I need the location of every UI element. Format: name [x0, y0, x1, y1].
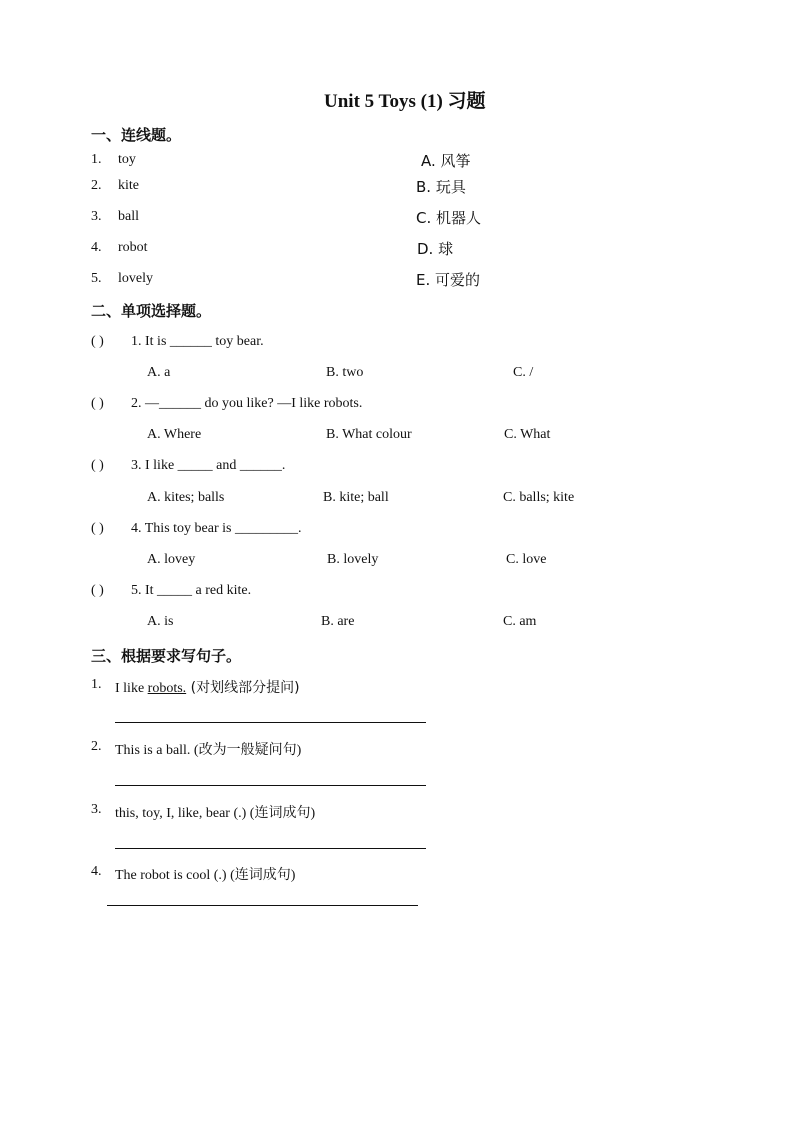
match-num-3: 3. — [91, 209, 102, 224]
answer-blank-4[interactable]: ( ) — [91, 521, 104, 536]
question-5-option-a: A. is — [147, 614, 174, 629]
question-3-option-b: B. kite; ball — [323, 490, 389, 505]
question-4-option-c: C. love — [506, 552, 547, 567]
question-1-stem: 1. It is ______ toy bear. — [131, 334, 264, 349]
section2-heading: 二、单项选择题。 — [91, 302, 212, 320]
match-num-5: 5. — [91, 271, 102, 286]
sentence-num-1: 1. — [91, 677, 102, 692]
question-1-option-b: B. two — [326, 365, 364, 380]
sentence-task-3: this, toy, I, like, bear (.) (连词成句) — [115, 806, 316, 821]
match-option-a: A. 风筝 — [421, 152, 471, 170]
match-option-d: D. 球 — [417, 240, 454, 258]
answer-line-3[interactable] — [115, 848, 426, 849]
question-5-stem: 5. It _____ a red kite. — [131, 583, 252, 598]
sentence-task-2: This is a ball. (改为一般疑问句) — [115, 743, 302, 758]
match-word-3: ball — [118, 209, 139, 224]
match-option-e: E. 可爱的 — [416, 271, 481, 289]
question-4-option-b: B. lovely — [327, 552, 379, 567]
match-word-1: toy — [118, 152, 136, 167]
answer-blank-1[interactable]: ( ) — [91, 334, 104, 349]
question-5-option-b: B. are — [321, 614, 355, 629]
question-3-stem: 3. I like _____ and ______. — [131, 458, 286, 473]
sentence-num-2: 2. — [91, 739, 102, 754]
answer-blank-5[interactable]: ( ) — [91, 583, 104, 598]
answer-blank-2[interactable]: ( ) — [91, 396, 104, 411]
section3-heading: 三、根据要求写句子。 — [91, 647, 242, 665]
sentence-task-4: The robot is cool (.) (连词成句) — [115, 868, 296, 883]
sentence-task-1-prefix: I like — [115, 681, 148, 696]
match-num-4: 4. — [91, 240, 102, 255]
section1-heading: 一、连线题。 — [91, 126, 182, 144]
question-2-option-b: B. What colour — [326, 427, 412, 442]
match-option-c: C. 机器人 — [416, 209, 482, 227]
question-2-stem: 2. —______ do you like? —I like robots. — [131, 396, 363, 411]
underlined-word: robots. — [147, 681, 187, 696]
question-4-stem: 4. This toy bear is _________. — [131, 521, 302, 536]
question-3-option-c: C. balls; kite — [503, 490, 575, 505]
question-4-option-a: A. lovey — [147, 552, 196, 567]
match-num-2: 2. — [91, 178, 102, 193]
match-option-b: B. 玩具 — [416, 178, 466, 196]
match-word-4: robot — [118, 240, 148, 255]
question-3-option-a: A. kites; balls — [147, 490, 225, 505]
sentence-task-1-instruction: (对划线部分提问) — [186, 680, 300, 696]
page-title: Unit 5 Toys (1) 习题 — [324, 91, 486, 112]
sentence-num-3: 3. — [91, 802, 102, 817]
question-1-option-c: C. / — [513, 365, 534, 380]
sentence-task-1 — [115, 677, 300, 697]
answer-line-4[interactable] — [107, 905, 418, 906]
question-5-option-c: C. am — [503, 614, 537, 629]
answer-line-1[interactable] — [115, 722, 426, 723]
match-num-1: 1. — [91, 152, 102, 167]
answer-blank-3[interactable]: ( ) — [91, 458, 104, 473]
match-word-5: lovely — [118, 271, 153, 286]
question-2-option-c: C. What — [504, 427, 551, 442]
question-2-option-a: A. Where — [147, 427, 202, 442]
match-word-2: kite — [118, 178, 139, 193]
answer-line-2[interactable] — [115, 785, 426, 786]
question-1-option-a: A. a — [147, 365, 171, 380]
sentence-num-4: 4. — [91, 864, 102, 879]
